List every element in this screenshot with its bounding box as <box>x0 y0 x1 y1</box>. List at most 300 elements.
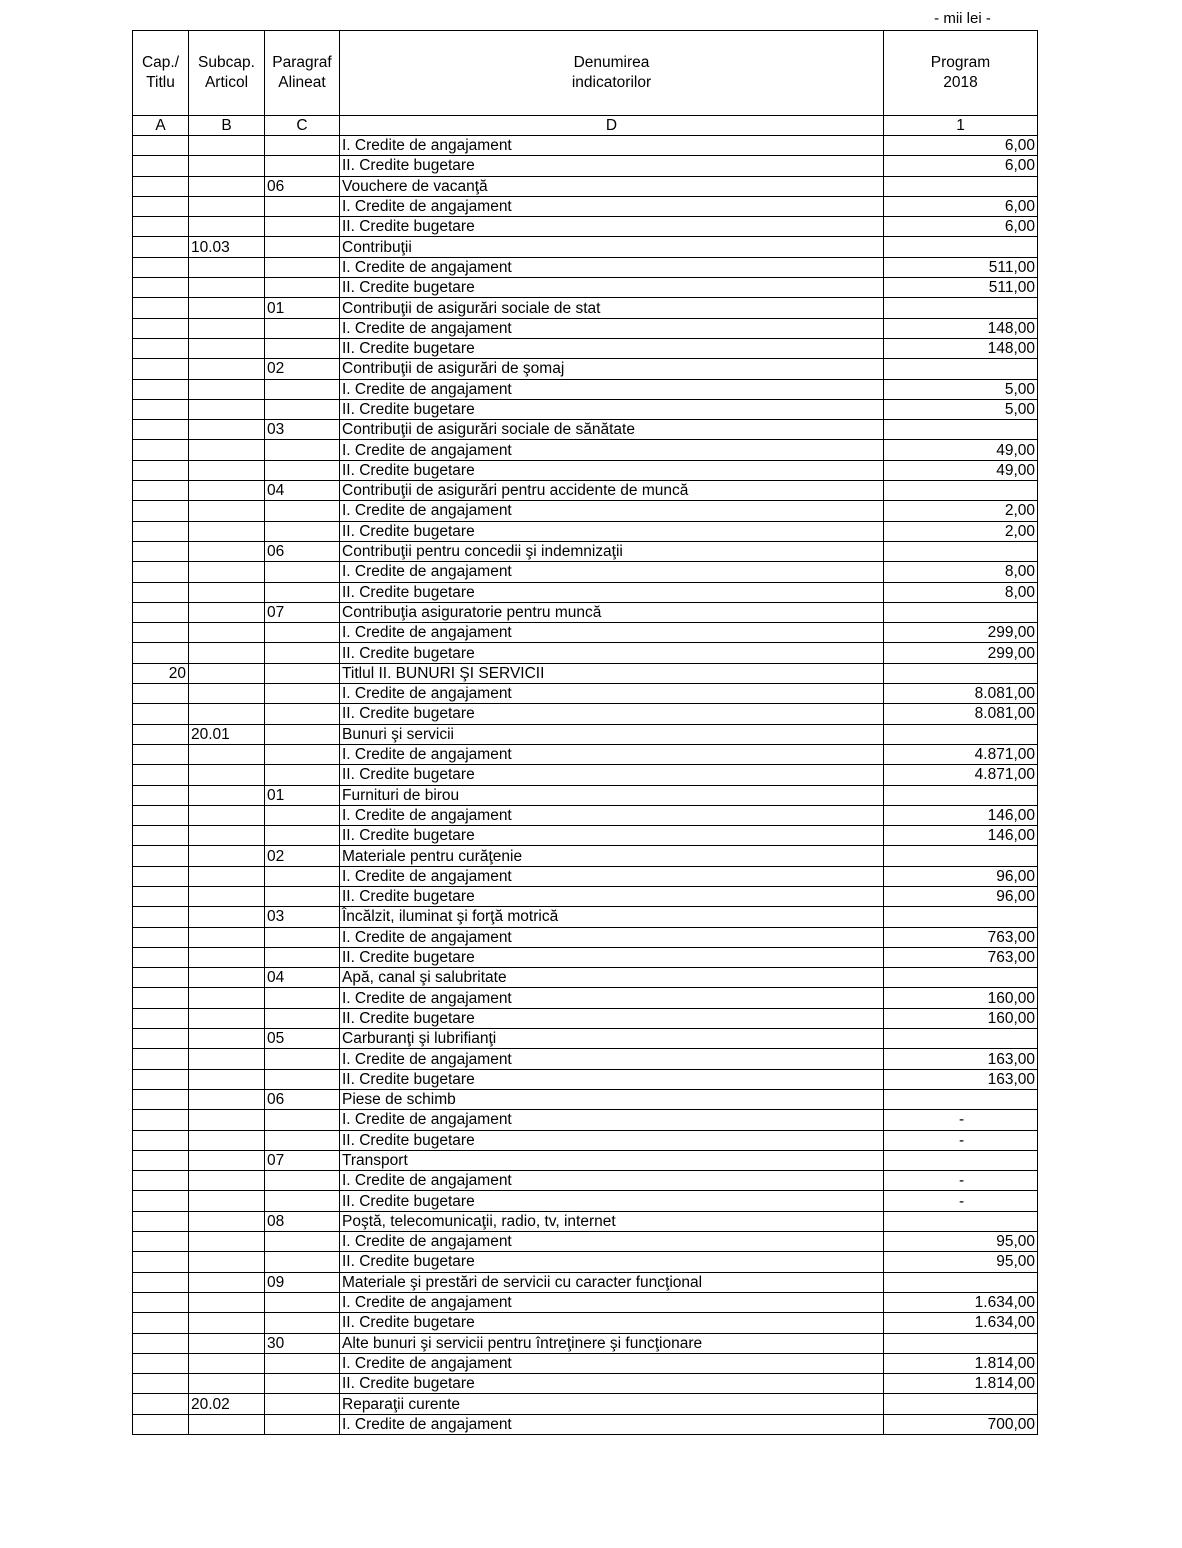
paragraf-cell <box>265 1069 340 1089</box>
table-row <box>133 1008 1038 1028</box>
table-row <box>133 136 1038 156</box>
indicator-name-cell: Contribuţii de asigurări sociale de stat <box>340 298 884 318</box>
indicator-name-cell: I. Credite de angajament <box>340 1232 884 1252</box>
paragraf-cell <box>265 460 340 480</box>
cap-cell <box>133 602 189 622</box>
table-row <box>133 338 1038 358</box>
program-value-cell: 6,00 <box>884 196 1038 216</box>
table-row <box>133 846 1038 866</box>
program-value-cell: 2,00 <box>884 501 1038 521</box>
cap-cell <box>133 298 189 318</box>
subcap-cell <box>189 298 265 318</box>
subcap-cell <box>189 440 265 460</box>
program-value-cell: 95,00 <box>884 1232 1038 1252</box>
program-value-cell <box>884 1394 1038 1414</box>
subcap-cell <box>189 582 265 602</box>
table-row <box>133 460 1038 480</box>
unit-label: - mii lei - <box>934 10 991 27</box>
table-row <box>133 744 1038 764</box>
indicator-name-cell: II. Credite bugetare <box>340 1130 884 1150</box>
subcap-cell <box>189 826 265 846</box>
table-body <box>133 136 1038 1435</box>
program-value-cell <box>884 176 1038 196</box>
cap-cell <box>133 1333 189 1353</box>
table-row <box>133 643 1038 663</box>
indicator-name-cell: I. Credite de angajament <box>340 1353 884 1373</box>
program-value-cell <box>884 1089 1038 1109</box>
table-row <box>133 1333 1038 1353</box>
subcap-cell <box>189 704 265 724</box>
subcap-cell <box>189 1008 265 1028</box>
table-row <box>133 1211 1038 1231</box>
cap-cell <box>133 1150 189 1170</box>
indicator-name-cell: II. Credite bugetare <box>340 156 884 176</box>
indicator-name-cell: II. Credite bugetare <box>340 1374 884 1394</box>
indicator-name-cell: Materiale pentru curăţenie <box>340 846 884 866</box>
table-row <box>133 1394 1038 1414</box>
table-row <box>133 1292 1038 1312</box>
paragraf-cell: 05 <box>265 1029 340 1049</box>
subcap-cell <box>189 338 265 358</box>
paragraf-cell: 08 <box>265 1211 340 1231</box>
letter-a: A <box>133 116 189 136</box>
cap-cell <box>133 1353 189 1373</box>
program-value-cell: 8.081,00 <box>884 684 1038 704</box>
paragraf-cell <box>265 805 340 825</box>
indicator-name-cell: II. Credite bugetare <box>340 643 884 663</box>
program-value-cell: 49,00 <box>884 460 1038 480</box>
paragraf-cell: 04 <box>265 481 340 501</box>
indicator-name-cell: Materiale şi prestări de servicii cu caracter funcţional <box>340 1272 884 1292</box>
subcap-cell <box>189 1171 265 1191</box>
indicator-name-cell: I. Credite de angajament <box>340 1414 884 1434</box>
table-row <box>133 582 1038 602</box>
cap-cell <box>133 420 189 440</box>
program-value-cell: 146,00 <box>884 805 1038 825</box>
subcap-cell <box>189 663 265 683</box>
table-row <box>133 826 1038 846</box>
subcap-cell <box>189 1049 265 1069</box>
program-value-cell: 5,00 <box>884 399 1038 419</box>
program-value-cell: 299,00 <box>884 623 1038 643</box>
program-value-cell <box>884 298 1038 318</box>
program-value-cell <box>884 420 1038 440</box>
paragraf-cell <box>265 866 340 886</box>
subcap-cell <box>189 927 265 947</box>
subcap-cell <box>189 521 265 541</box>
paragraf-cell <box>265 1191 340 1211</box>
cap-cell <box>133 1110 189 1130</box>
table-row <box>133 785 1038 805</box>
subcap-cell <box>189 785 265 805</box>
table-row <box>133 541 1038 561</box>
cap-cell <box>133 1252 189 1272</box>
indicator-name-cell: I. Credite de angajament <box>340 805 884 825</box>
program-value-cell <box>884 359 1038 379</box>
cap-cell <box>133 684 189 704</box>
indicator-name-cell: Contribuţii de asigurări de şomaj <box>340 359 884 379</box>
table-row <box>133 481 1038 501</box>
paragraf-cell: 04 <box>265 968 340 988</box>
cap-cell <box>133 968 189 988</box>
program-value-cell <box>884 724 1038 744</box>
table-row <box>133 602 1038 622</box>
cap-cell <box>133 1191 189 1211</box>
table-row <box>133 988 1038 1008</box>
subcap-cell <box>189 988 265 1008</box>
cap-cell <box>133 1414 189 1434</box>
paragraf-cell: 06 <box>265 1089 340 1109</box>
letter-c: C <box>265 116 340 136</box>
paragraf-cell <box>265 765 340 785</box>
table-row <box>133 217 1038 237</box>
program-value-cell <box>884 907 1038 927</box>
table-row <box>133 501 1038 521</box>
paragraf-cell <box>265 379 340 399</box>
cap-cell <box>133 460 189 480</box>
indicator-name-cell: II. Credite bugetare <box>340 217 884 237</box>
subcap-cell <box>189 1211 265 1231</box>
indicator-name-cell: II. Credite bugetare <box>340 1008 884 1028</box>
paragraf-cell <box>265 927 340 947</box>
paragraf-cell <box>265 1292 340 1312</box>
table-row <box>133 684 1038 704</box>
program-value-cell <box>884 1150 1038 1170</box>
program-value-cell: 511,00 <box>884 257 1038 277</box>
table-row <box>133 1029 1038 1049</box>
cap-cell <box>133 501 189 521</box>
table-row <box>133 1252 1038 1272</box>
indicator-name-cell: I. Credite de angajament <box>340 1049 884 1069</box>
header-program: Program 2018 <box>884 31 1038 116</box>
cap-cell <box>133 907 189 927</box>
cap-cell <box>133 1029 189 1049</box>
indicator-name-cell: Carburanţi şi lubrifianţi <box>340 1029 884 1049</box>
program-value-cell: 95,00 <box>884 1252 1038 1272</box>
subcap-cell <box>189 176 265 196</box>
program-value-cell: 163,00 <box>884 1069 1038 1089</box>
table-row <box>133 1130 1038 1150</box>
paragraf-cell: 01 <box>265 298 340 318</box>
paragraf-cell <box>265 826 340 846</box>
paragraf-cell: 03 <box>265 420 340 440</box>
letter-d: D <box>340 116 884 136</box>
indicator-name-cell: Apă, canal şi salubritate <box>340 968 884 988</box>
cap-cell <box>133 1292 189 1312</box>
indicator-name-cell: I. Credite de angajament <box>340 866 884 886</box>
subcap-cell: 20.01 <box>189 724 265 744</box>
paragraf-cell: 07 <box>265 602 340 622</box>
program-value-cell <box>884 541 1038 561</box>
program-value-cell: 299,00 <box>884 643 1038 663</box>
subcap-cell <box>189 1333 265 1353</box>
program-value-cell <box>884 846 1038 866</box>
indicator-name-cell: II. Credite bugetare <box>340 886 884 906</box>
table-row <box>133 1272 1038 1292</box>
table-row <box>133 521 1038 541</box>
cap-cell <box>133 1069 189 1089</box>
cap-cell <box>133 1171 189 1191</box>
indicator-name-cell: Vouchere de vacanţă <box>340 176 884 196</box>
paragraf-cell <box>265 1232 340 1252</box>
subcap-cell <box>189 1353 265 1373</box>
table-row <box>133 318 1038 338</box>
subcap-cell <box>189 359 265 379</box>
cap-cell: 20 <box>133 663 189 683</box>
subcap-cell <box>189 217 265 237</box>
cap-cell <box>133 1394 189 1414</box>
indicator-name-cell: II. Credite bugetare <box>340 1191 884 1211</box>
indicator-name-cell: I. Credite de angajament <box>340 1292 884 1312</box>
subcap-cell <box>189 886 265 906</box>
paragraf-cell <box>265 318 340 338</box>
table-row <box>133 1069 1038 1089</box>
program-value-cell: - <box>884 1130 1038 1150</box>
cap-cell <box>133 257 189 277</box>
program-value-cell: 148,00 <box>884 338 1038 358</box>
subcap-cell <box>189 1232 265 1252</box>
program-value-cell: 1.814,00 <box>884 1374 1038 1394</box>
indicator-name-cell: Contribuţii pentru concedii şi indemnizaţii <box>340 541 884 561</box>
cap-cell <box>133 562 189 582</box>
paragraf-cell: 06 <box>265 176 340 196</box>
header-denumire: Denumirea indicatorilor <box>340 31 884 116</box>
indicator-name-cell: I. Credite de angajament <box>340 257 884 277</box>
cap-cell <box>133 1272 189 1292</box>
program-value-cell <box>884 1272 1038 1292</box>
table-row <box>133 237 1038 257</box>
paragraf-cell: 09 <box>265 1272 340 1292</box>
indicator-name-cell: I. Credite de angajament <box>340 318 884 338</box>
program-value-cell: 8,00 <box>884 582 1038 602</box>
cap-cell <box>133 744 189 764</box>
indicator-name-cell: I. Credite de angajament <box>340 562 884 582</box>
subcap-cell <box>189 399 265 419</box>
paragraf-cell <box>265 1110 340 1130</box>
program-value-cell: - <box>884 1171 1038 1191</box>
program-value-cell: 1.634,00 <box>884 1292 1038 1312</box>
cap-cell <box>133 1374 189 1394</box>
indicator-name-cell: II. Credite bugetare <box>340 399 884 419</box>
cap-cell <box>133 1211 189 1231</box>
subcap-cell <box>189 947 265 967</box>
subcap-cell <box>189 1272 265 1292</box>
cap-cell <box>133 521 189 541</box>
paragraf-cell <box>265 1394 340 1414</box>
indicator-name-cell: II. Credite bugetare <box>340 582 884 602</box>
indicator-name-cell: Bunuri şi servicii <box>340 724 884 744</box>
subcap-cell <box>189 501 265 521</box>
subcap-cell <box>189 562 265 582</box>
program-value-cell: 4.871,00 <box>884 765 1038 785</box>
program-value-cell: 160,00 <box>884 988 1038 1008</box>
subcap-cell <box>189 136 265 156</box>
program-value-cell: 146,00 <box>884 826 1038 846</box>
program-value-cell: 6,00 <box>884 217 1038 237</box>
subcap-cell: 20.02 <box>189 1394 265 1414</box>
cap-cell <box>133 399 189 419</box>
table-row <box>133 298 1038 318</box>
program-value-cell: - <box>884 1191 1038 1211</box>
indicator-name-cell: Contribuţia asiguratorie pentru muncă <box>340 602 884 622</box>
indicator-name-cell: I. Credite de angajament <box>340 927 884 947</box>
paragraf-cell <box>265 1252 340 1272</box>
subcap-cell <box>189 765 265 785</box>
program-value-cell: 1.814,00 <box>884 1353 1038 1373</box>
cap-cell <box>133 176 189 196</box>
program-value-cell <box>884 663 1038 683</box>
subcap-cell <box>189 643 265 663</box>
subcap-cell <box>189 460 265 480</box>
cap-cell <box>133 481 189 501</box>
table-row <box>133 805 1038 825</box>
program-value-cell: 5,00 <box>884 379 1038 399</box>
paragraf-cell <box>265 704 340 724</box>
cap-cell <box>133 988 189 1008</box>
cap-cell <box>133 826 189 846</box>
subcap-cell <box>189 156 265 176</box>
paragraf-cell <box>265 886 340 906</box>
cap-cell <box>133 237 189 257</box>
table-row <box>133 1313 1038 1333</box>
subcap-cell <box>189 541 265 561</box>
paragraf-cell: 30 <box>265 1333 340 1353</box>
paragraf-cell <box>265 582 340 602</box>
subcap-cell <box>189 907 265 927</box>
subcap-cell <box>189 481 265 501</box>
subcap-cell <box>189 1069 265 1089</box>
table-row <box>133 440 1038 460</box>
indicator-name-cell: I. Credite de angajament <box>340 501 884 521</box>
table-row <box>133 704 1038 724</box>
subcap-cell <box>189 278 265 298</box>
subcap-cell <box>189 1414 265 1434</box>
cap-cell <box>133 156 189 176</box>
paragraf-cell <box>265 623 340 643</box>
paragraf-cell <box>265 278 340 298</box>
table-row <box>133 907 1038 927</box>
cap-cell <box>133 643 189 663</box>
program-value-cell: 8,00 <box>884 562 1038 582</box>
program-value-cell <box>884 481 1038 501</box>
paragraf-cell: 01 <box>265 785 340 805</box>
paragraf-cell: 02 <box>265 359 340 379</box>
cap-cell <box>133 217 189 237</box>
cap-cell <box>133 866 189 886</box>
indicator-name-cell: II. Credite bugetare <box>340 704 884 724</box>
subcap-cell <box>189 684 265 704</box>
header-paragraf: Paragraf Alineat <box>265 31 340 116</box>
table-row <box>133 379 1038 399</box>
table-row <box>133 1049 1038 1069</box>
column-letters-row <box>133 116 1038 136</box>
table-row <box>133 359 1038 379</box>
table-row <box>133 1232 1038 1252</box>
paragraf-cell <box>265 643 340 663</box>
paragraf-cell <box>265 1414 340 1434</box>
paragraf-cell <box>265 521 340 541</box>
table-row <box>133 257 1038 277</box>
cap-cell <box>133 196 189 216</box>
paragraf-cell: 03 <box>265 907 340 927</box>
indicator-name-cell: I. Credite de angajament <box>340 440 884 460</box>
table-row <box>133 1150 1038 1170</box>
program-value-cell <box>884 602 1038 622</box>
indicator-name-cell: II. Credite bugetare <box>340 278 884 298</box>
subcap-cell <box>189 1374 265 1394</box>
paragraf-cell <box>265 399 340 419</box>
subcap-cell <box>189 866 265 886</box>
indicator-name-cell: I. Credite de angajament <box>340 744 884 764</box>
indicator-name-cell: Piese de schimb <box>340 1089 884 1109</box>
indicator-name-cell: I. Credite de angajament <box>340 379 884 399</box>
indicator-name-cell: Contribuţii <box>340 237 884 257</box>
subcap-cell <box>189 968 265 988</box>
table-row <box>133 1191 1038 1211</box>
cap-cell <box>133 927 189 947</box>
table-row <box>133 623 1038 643</box>
program-value-cell: 8.081,00 <box>884 704 1038 724</box>
indicator-name-cell: II. Credite bugetare <box>340 338 884 358</box>
table-row <box>133 724 1038 744</box>
paragraf-cell <box>265 684 340 704</box>
cap-cell <box>133 1008 189 1028</box>
paragraf-cell <box>265 1008 340 1028</box>
subcap-cell <box>189 805 265 825</box>
subcap-cell <box>189 1029 265 1049</box>
cap-cell <box>133 136 189 156</box>
program-value-cell: 6,00 <box>884 136 1038 156</box>
indicator-name-cell: II. Credite bugetare <box>340 947 884 967</box>
subcap-cell <box>189 1150 265 1170</box>
program-value-cell: 511,00 <box>884 278 1038 298</box>
subcap-cell <box>189 744 265 764</box>
cap-cell <box>133 765 189 785</box>
paragraf-cell <box>265 156 340 176</box>
table-row <box>133 765 1038 785</box>
indicator-name-cell: II. Credite bugetare <box>340 1313 884 1333</box>
header-subcap: Subcap. Articol <box>189 31 265 116</box>
letter-b: B <box>189 116 265 136</box>
paragraf-cell <box>265 440 340 460</box>
indicator-name-cell: I. Credite de angajament <box>340 623 884 643</box>
paragraf-cell <box>265 562 340 582</box>
cap-cell <box>133 724 189 744</box>
table-row <box>133 947 1038 967</box>
indicator-name-cell: Furnituri de birou <box>340 785 884 805</box>
indicator-name-cell: II. Credite bugetare <box>340 826 884 846</box>
subcap-cell <box>189 1191 265 1211</box>
program-value-cell: 49,00 <box>884 440 1038 460</box>
table-row <box>133 886 1038 906</box>
paragraf-cell: 07 <box>265 1150 340 1170</box>
program-value-cell: 6,00 <box>884 156 1038 176</box>
paragraf-cell <box>265 217 340 237</box>
paragraf-cell <box>265 744 340 764</box>
paragraf-cell <box>265 338 340 358</box>
cap-cell <box>133 805 189 825</box>
paragraf-cell <box>265 257 340 277</box>
program-value-cell <box>884 1029 1038 1049</box>
program-value-cell: 148,00 <box>884 318 1038 338</box>
program-value-cell: 763,00 <box>884 927 1038 947</box>
letter-1: 1 <box>884 116 1038 136</box>
indicator-name-cell: Reparaţii curente <box>340 1394 884 1414</box>
table-row <box>133 278 1038 298</box>
subcap-cell <box>189 1313 265 1333</box>
program-value-cell: 1.634,00 <box>884 1313 1038 1333</box>
cap-cell <box>133 338 189 358</box>
